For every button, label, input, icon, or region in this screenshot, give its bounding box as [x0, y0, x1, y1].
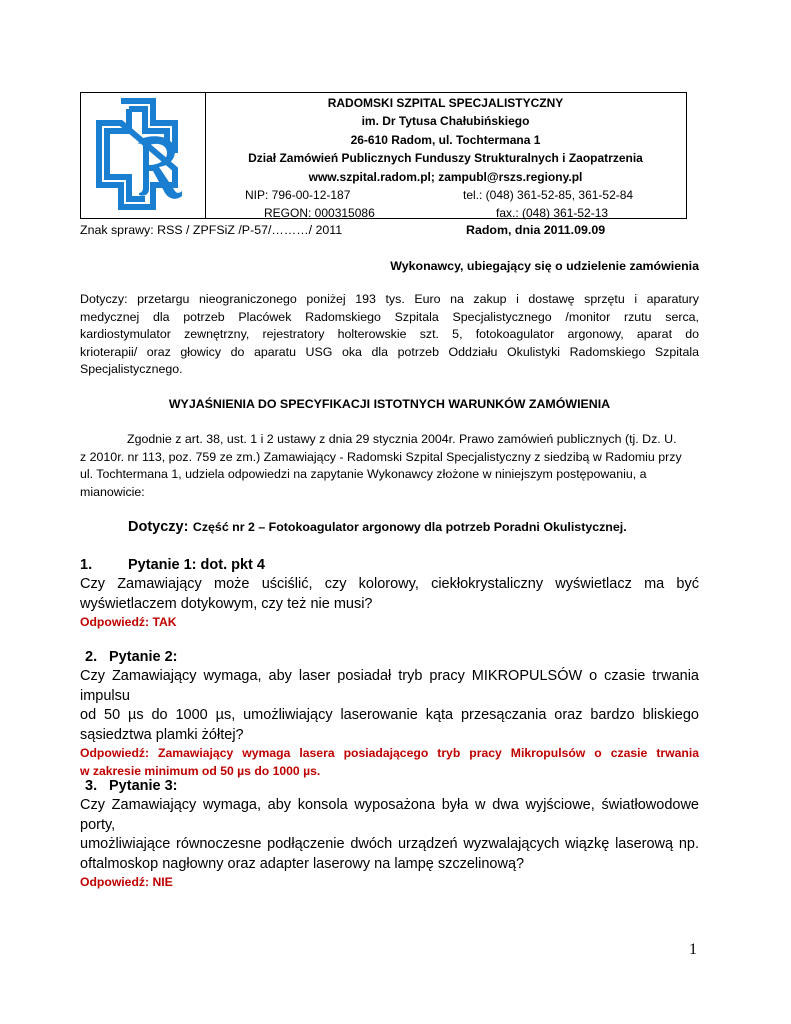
subject-line: medycznej dla potrzeb Placówek Radomskiego Szpitala Specjalistycznego /monitor rzutu serca,	[80, 309, 699, 324]
letterhead	[80, 92, 687, 219]
cross-r-logo-icon	[83, 95, 201, 215]
intro-paragraph	[80, 431, 699, 501]
question-heading	[80, 648, 699, 667]
question-line: Czy Zamawiający wymaga, aby konsola wyposażona była w dwa wyjściowe, światłowodowe porty,	[80, 797, 699, 833]
question-line: Czy Zamawiający może uściślić, czy kolorowy, ciekłokrystaliczny wyświetlacz ma być	[80, 576, 699, 592]
web-email: www.szpital.radom.pl; zampubl@rszs.regiony.pl	[308, 169, 583, 184]
intro-line: z 2010r. nr 113, poz. 759 ze zm.) Zamawiający - Radomski Szpital Specjalistyczny z siedzibą w Radomiu przy	[80, 449, 682, 464]
answer-line: Odpowiedź: Zamawiający wymaga lasera posiadającego tryb pracy Mikropulsów o czasie trwania	[80, 746, 699, 761]
answer-line: Odpowiedź: TAK	[80, 615, 177, 630]
hospital-patron: im. Dr Tytusa Chałubińskiego	[361, 114, 530, 129]
question-block	[80, 648, 699, 781]
question-number: 2.	[85, 649, 98, 665]
document-title: WYJAŚNIENIA DO SPECYFIKACJI ISTOTNYCH WARUNKÓW ZAMÓWIENIA	[168, 397, 611, 411]
regon: REGON: 000315086	[264, 206, 375, 221]
fax: fax.: (048) 361-52-13	[496, 206, 609, 221]
question-title: Pytanie 3:	[109, 778, 178, 794]
hospital-logo	[81, 93, 206, 218]
page-number: 1	[689, 941, 697, 958]
part-text: Część nr 2 – Fotokoagulator argonowy dla potrzeb Poradni Okulistycznej.	[192, 520, 627, 534]
question-title: Pytanie 2:	[109, 649, 178, 665]
hospital-address: 26-610 Radom, ul. Tochtermana 1	[350, 132, 541, 147]
question-number: 1.	[80, 557, 93, 573]
question-line: wyświetlaczem dotykowym, czy też nie musi?	[80, 595, 373, 612]
subject-line: kardiostymulator zewnętrzny, rejestratory holterowskie szt. 5, fotokoagulator argonowy, aparat do	[80, 327, 699, 342]
question-heading	[80, 556, 699, 575]
part-line	[128, 518, 627, 536]
answer-line: w zakresie minimum od 50 µs do 1000 µs.	[80, 763, 321, 778]
question-line: oftalmoskop nagłowny oraz adapter laserowy na lampę szczelinową?	[80, 855, 525, 872]
question-block	[80, 777, 699, 892]
question-heading	[80, 777, 699, 796]
intro-line: mianowicie:	[80, 484, 145, 499]
question-line: od 50 µs do 1000 µs, umożliwiający laserowanie kąta przesączania oraz bardzo bliskiego	[80, 707, 699, 724]
addressee: Wykonawcy, ubiegający się o udzielenie zamówienia	[390, 259, 699, 273]
subject-line: Dotyczy: przetargu nieograniczonego poniżej 193 tys. Euro na zakup i dostawę sprzętu i aparatury	[80, 292, 699, 306]
question-number: 3.	[85, 778, 98, 794]
question-line: sąsiedztwa plamki żółtej?	[80, 726, 244, 743]
regon-fax-row	[205, 204, 686, 222]
answer-line: Odpowiedź: NIE	[80, 875, 173, 890]
hospital-name: RADOMSKI SZPITAL SPECJALISTYCZNY	[327, 96, 564, 110]
department-name: Dział Zamówień Publicznych Funduszy Strukturalnych i Zaopatrzenia	[248, 151, 643, 166]
intro-line: Zgodnie z art. 38, ust. 1 i 2 ustawy z dnia 29 stycznia 2004r. Prawo zamówień publicznych (tj. Dz. U.	[127, 432, 677, 446]
subject-paragraph	[80, 291, 699, 379]
question-title: Pytanie 1: dot. pkt 4	[128, 557, 265, 573]
nip-tel-row	[205, 186, 686, 204]
intro-line: ul. Tochtermana 1, udziela odpowiedzi na zapytanie Wykonawcy złożone w niniejszym postępowaniu, a	[80, 467, 647, 482]
letterhead-text	[205, 93, 686, 221]
telephone: tel.: (048) 361-52-85, 361-52-84	[463, 188, 634, 203]
case-reference: Znak sprawy: RSS / ZPFSiZ /P-57/………/ 2011	[80, 223, 343, 237]
question-line: Czy Zamawiający wymaga, aby laser posiadał tryb pracy MIKROPULSÓW o czasie trwania impulsu	[80, 668, 699, 704]
subject-line: Specjalistycznego.	[80, 362, 183, 377]
question-block	[80, 556, 699, 632]
part-label: Dotyczy:	[128, 519, 189, 535]
place-date: Radom, dnia 2011.09.09	[466, 223, 606, 237]
nip: NIP: 796-00-12-187	[245, 188, 351, 203]
subject-line: krioterapii/ oraz głowicy do aparatu USG oka dla potrzeb Oddziału Okulistyki Radomskiego Szpitala	[80, 344, 699, 359]
question-line: umożliwiające równoczesne podłączenie dwóch urządzeń wyzwalających wiązkę laserową np.	[80, 836, 699, 853]
